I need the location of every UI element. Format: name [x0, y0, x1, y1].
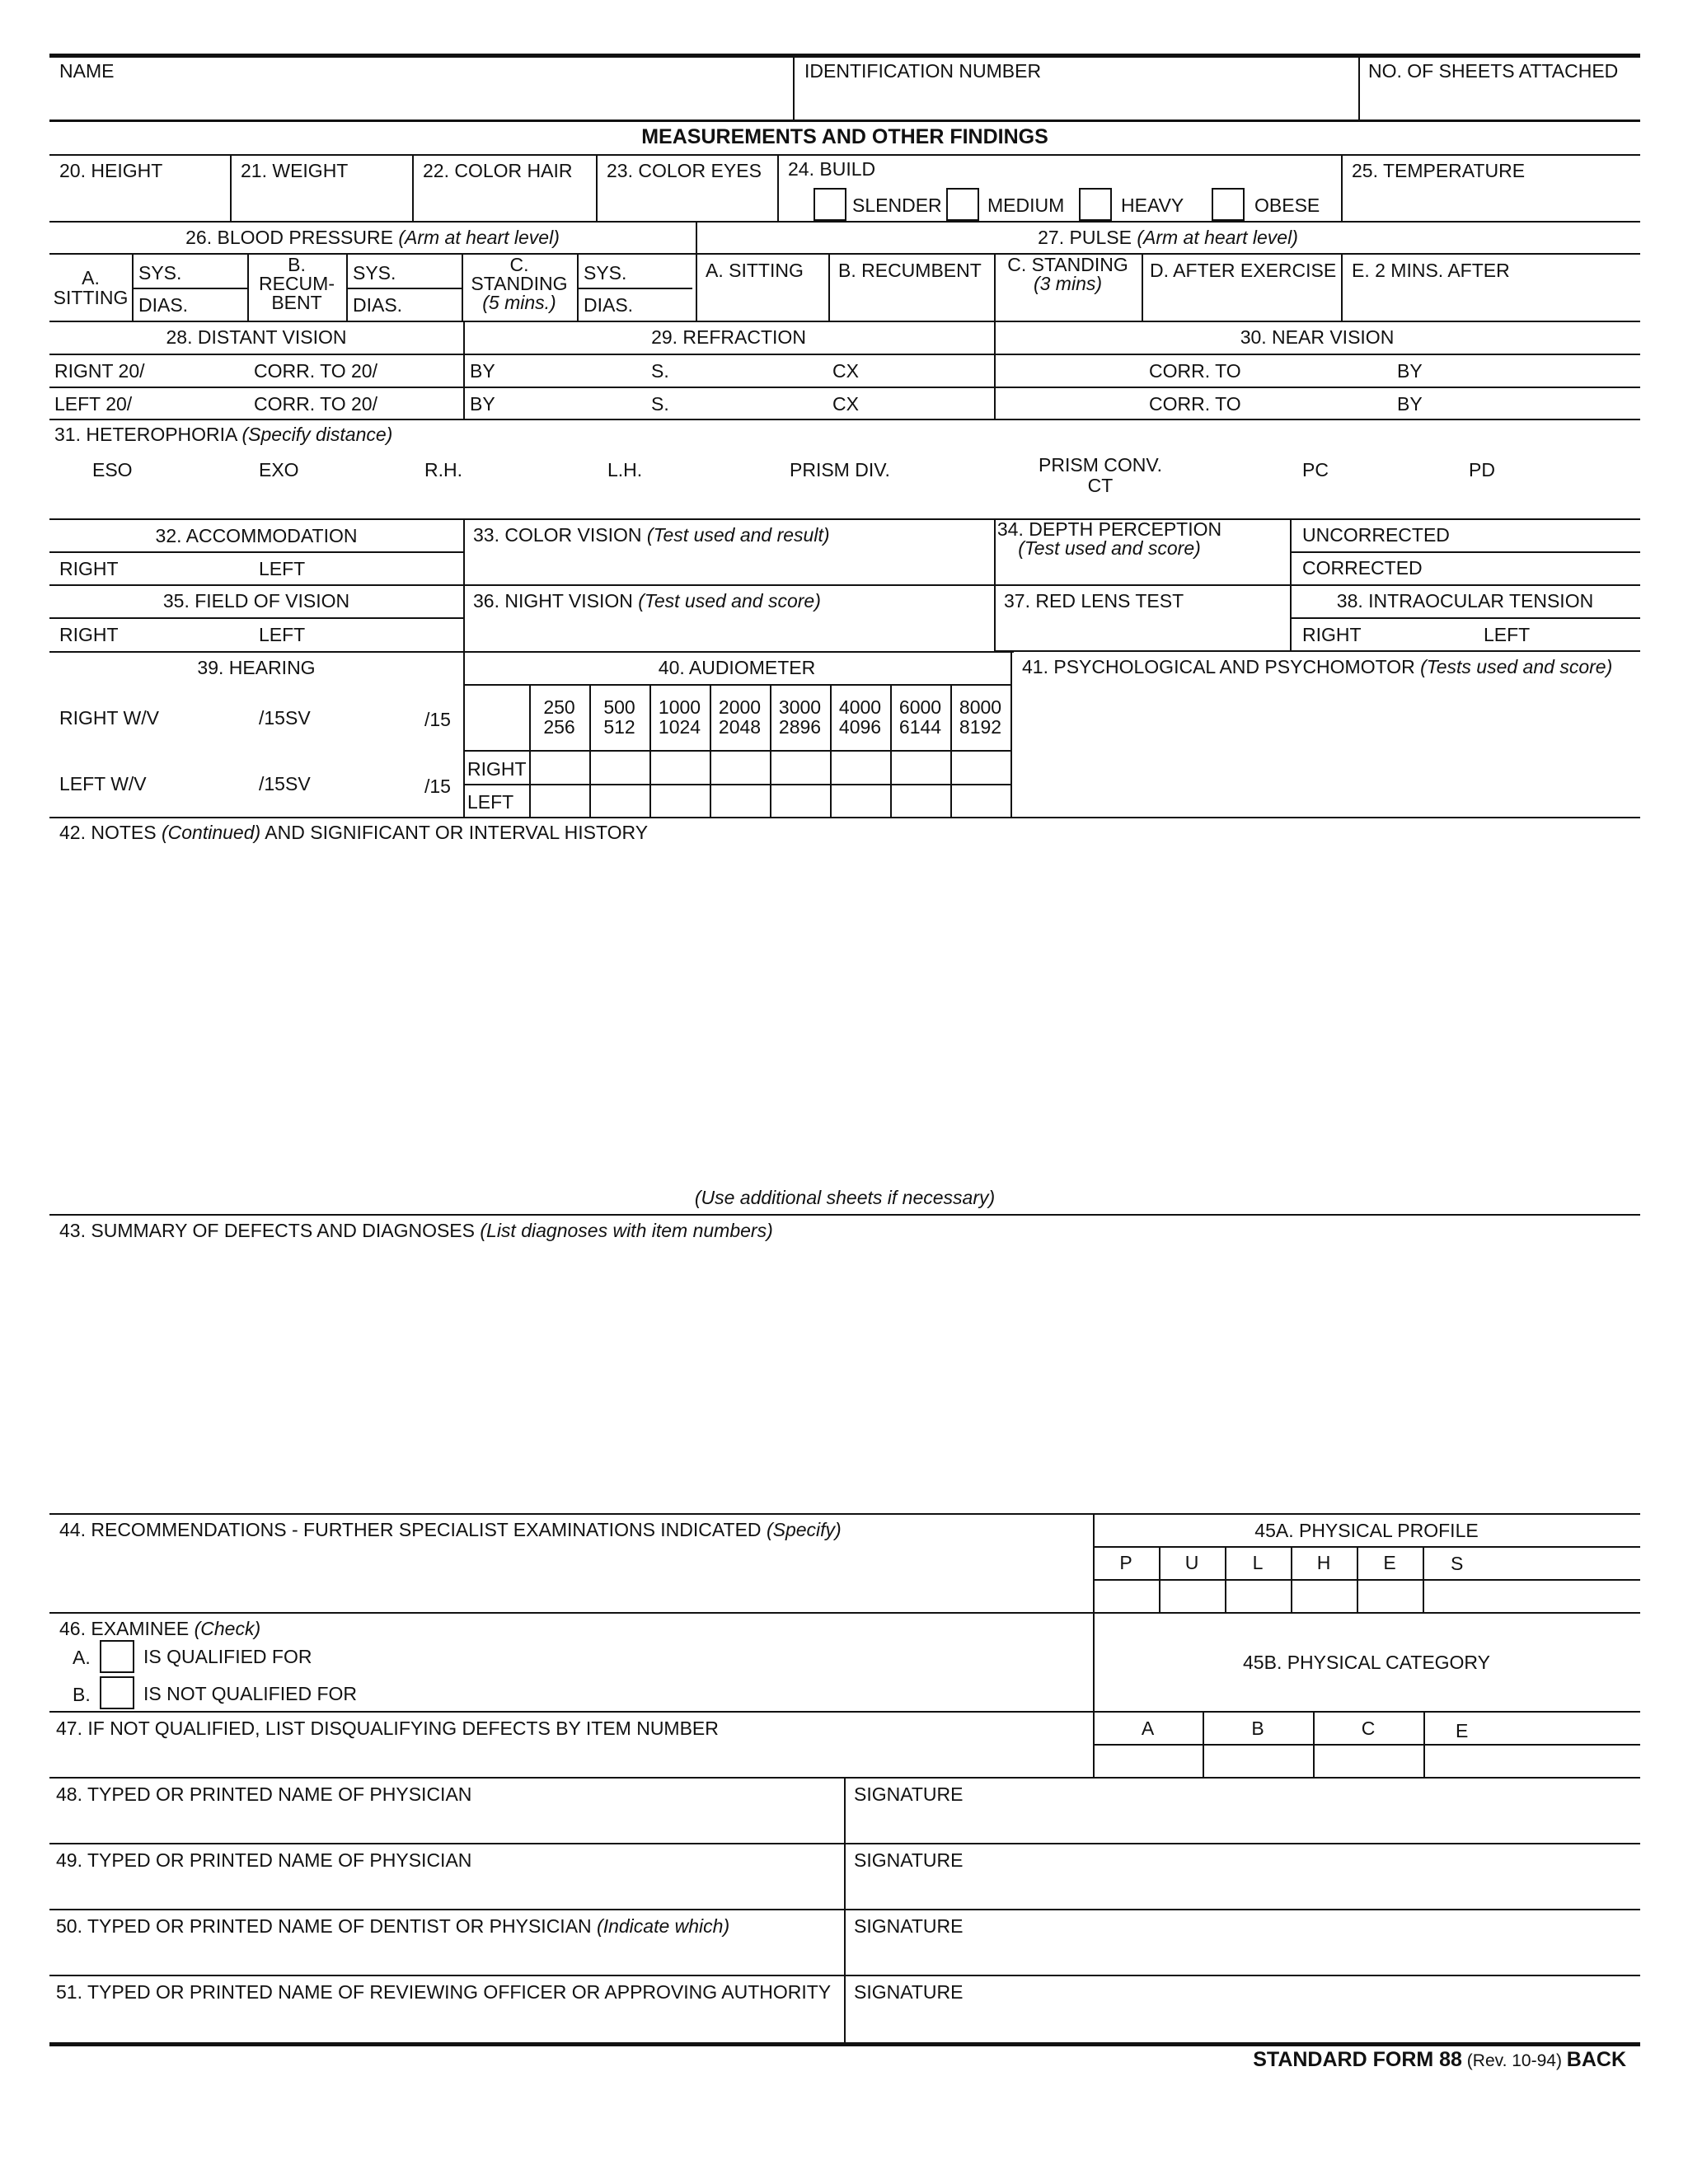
reviewing-officer-51-label: 51. TYPED OR PRINTED NAME OF REVIEWING OFFICER OR APPROVING AUTHORITY: [56, 1981, 832, 2003]
field-left-label: LEFT: [259, 624, 306, 645]
qualified-checkbox[interactable]: [100, 1640, 134, 1673]
bp-sitting-label: A. SITTING: [53, 267, 129, 309]
profile-col-h: H: [1316, 1552, 1331, 1573]
build-medium-label: MEDIUM: [987, 194, 1065, 216]
bp-standing-sys-label: SYS.: [584, 262, 627, 284]
dentist-or-physician-50-label: 50. TYPED OR PRINTED NAME OF DENTIST OR PHYSICIAN (Indicate which): [56, 1915, 730, 1937]
examinee-b-label: B.: [73, 1684, 91, 1705]
category-col-a: A: [1141, 1718, 1155, 1739]
category-col-e: E: [1456, 1720, 1469, 1741]
pulse-after-exercise-label: D. AFTER EXERCISE: [1150, 260, 1337, 281]
category-col-b: B: [1251, 1718, 1264, 1739]
left-refraction-cx-label: CX: [832, 393, 859, 415]
heterophoria-pd-label: PD: [1469, 459, 1495, 480]
left-near-by-label: BY: [1397, 393, 1423, 415]
id-number-field[interactable]: [796, 82, 1355, 117]
color-eyes-label: 23. COLOR EYES: [607, 160, 762, 181]
build-obese-label: OBESE: [1254, 194, 1320, 216]
heterophoria-rh-label: R.H.: [424, 459, 462, 480]
hearing-left-sv-label: /15SV: [259, 773, 311, 794]
left-corr-20-label: CORR. TO 20/: [254, 393, 377, 415]
signature-49-label: SIGNATURE: [854, 1849, 964, 1871]
build-obese-checkbox[interactable]: [1212, 188, 1245, 221]
sheets-attached-field[interactable]: [1362, 82, 1639, 117]
build-slender-label: SLENDER: [852, 194, 942, 216]
not-qualified-checkbox[interactable]: [100, 1676, 134, 1709]
left-near-corr-label: CORR. TO: [1149, 393, 1241, 415]
right-20-label: RIGNT 20/: [54, 360, 145, 382]
name-field[interactable]: [51, 82, 790, 117]
bp-recumbent-dias-label: DIAS.: [353, 294, 403, 316]
profile-col-e: E: [1383, 1552, 1396, 1573]
distant-vision-title: 28. DISTANT VISION: [166, 326, 347, 348]
heterophoria-lh-label: L.H.: [607, 459, 643, 480]
pulse-standing-label: C. STANDING (3 mins): [1007, 254, 1128, 294]
left-refraction-by-label: BY: [470, 393, 495, 415]
field-right-label: RIGHT: [59, 624, 119, 645]
near-vision-title: 30. NEAR VISION: [1240, 326, 1395, 348]
heterophoria-exo-label: EXO: [259, 459, 299, 480]
audiometer-right-label: RIGHT: [467, 758, 527, 780]
form-footer: STANDARD FORM 88 (Rev. 10-94) BACK: [1253, 2048, 1626, 2071]
build-label: 24. BUILD: [788, 158, 876, 180]
physical-profile-title: 45A. PHYSICAL PROFILE: [1254, 1520, 1479, 1541]
audiometer-freq: 500 512: [603, 696, 635, 738]
profile-col-u: U: [1184, 1552, 1199, 1573]
bp-recumbent-sys-label: SYS.: [353, 262, 396, 284]
notes-footer: (Use additional sheets if necessary): [694, 1187, 996, 1208]
recommendations-title: 44. RECOMMENDATIONS - FURTHER SPECIALIST EXAMINATIONS INDICATED (Specify): [59, 1519, 842, 1540]
physician-48-label: 48. TYPED OR PRINTED NAME OF PHYSICIAN: [56, 1783, 472, 1805]
examinee-a-label: A.: [73, 1647, 91, 1668]
hearing-right-sv-label: /15SV: [259, 707, 311, 729]
section-title: MEASUREMENTS AND OTHER FINDINGS: [641, 125, 1048, 148]
sheets-attached-label: NO. OF SHEETS ATTACHED: [1368, 60, 1619, 82]
intraocular-tension-title: 38. INTRAOCULAR TENSION: [1336, 590, 1594, 612]
notes-title: 42. NOTES (Continued) AND SIGNIFICANT OR INTERVAL HISTORY: [59, 822, 649, 843]
profile-col-p: P: [1119, 1552, 1132, 1573]
audiometer-freq: 250 256: [543, 696, 575, 738]
heterophoria-prism-conv-label: PRISM CONV. CT: [1039, 454, 1162, 497]
left-20-label: LEFT 20/: [54, 393, 133, 415]
bp-sitting-sys-label: SYS.: [138, 262, 182, 284]
right-near-corr-label: CORR. TO: [1149, 360, 1241, 382]
hearing-left-15-label: /15: [424, 776, 451, 797]
physician-49-label: 49. TYPED OR PRINTED NAME OF PHYSICIAN: [56, 1849, 472, 1871]
hearing-right-wv-label: RIGHT W/V: [59, 707, 159, 729]
depth-uncorrected-label: UNCORRECTED: [1302, 524, 1450, 546]
pulse-title: 27. PULSE (Arm at heart level): [1038, 227, 1298, 248]
accommodation-left-label: LEFT: [259, 558, 306, 579]
signature-51-label: SIGNATURE: [854, 1981, 964, 2003]
pulse-recumbent-label: B. RECUMBENT: [838, 260, 982, 281]
pulse-sitting-label: A. SITTING: [706, 260, 804, 281]
signature-48-label: SIGNATURE: [854, 1783, 964, 1805]
not-qualified-label: IS NOT QUALIFIED FOR: [143, 1683, 357, 1704]
audiometer-freq: 2000 2048: [718, 696, 762, 738]
hearing-left-wv-label: LEFT W/V: [59, 773, 147, 794]
audiometer-freq: 4000 4096: [838, 696, 882, 738]
right-near-by-label: BY: [1397, 360, 1423, 382]
build-heavy-label: HEAVY: [1121, 194, 1184, 216]
heterophoria-title: 31. HETEROPHORIA (Specify distance): [54, 424, 393, 445]
right-corr-20-label: CORR. TO 20/: [254, 360, 377, 382]
left-refraction-s-label: S.: [651, 393, 669, 415]
heterophoria-eso-label: ESO: [92, 459, 133, 480]
build-slender-checkbox[interactable]: [814, 188, 846, 221]
weight-label: 21. WEIGHT: [241, 160, 349, 181]
intraocular-left-label: LEFT: [1484, 624, 1531, 645]
profile-col-l: L: [1252, 1552, 1264, 1573]
bp-standing-dias-label: DIAS.: [584, 294, 634, 316]
audiometer-freq: 6000 6144: [898, 696, 942, 738]
audiometer-title: 40. AUDIOMETER: [658, 657, 816, 678]
temperature-label: 25. TEMPERATURE: [1352, 160, 1526, 181]
intraocular-right-label: RIGHT: [1302, 624, 1362, 645]
refraction-title: 29. REFRACTION: [651, 326, 806, 348]
audiometer-freq: 8000 8192: [959, 696, 1002, 738]
heterophoria-pc-label: PC: [1302, 459, 1329, 480]
qualified-label: IS QUALIFIED FOR: [143, 1646, 312, 1667]
red-lens-test-title: 37. RED LENS TEST: [1004, 590, 1184, 612]
right-refraction-by-label: BY: [470, 360, 495, 382]
id-number-label: IDENTIFICATION NUMBER: [804, 60, 1042, 82]
accommodation-title: 32. ACCOMMODATION: [155, 525, 358, 546]
build-heavy-checkbox[interactable]: [1079, 188, 1112, 221]
hearing-right-15-label: /15: [424, 709, 451, 730]
color-hair-label: 22. COLOR HAIR: [423, 160, 573, 181]
depth-corrected-label: CORRECTED: [1302, 557, 1423, 579]
right-refraction-cx-label: CX: [832, 360, 859, 382]
depth-perception-title: 34. DEPTH PERCEPTION (Test used and score): [996, 518, 1222, 559]
audiometer-freq: 3000 2896: [778, 696, 822, 738]
bp-standing-label: C. STANDING (5 mins.): [471, 254, 568, 313]
build-medium-checkbox[interactable]: [946, 188, 979, 221]
summary-field[interactable]: [51, 1244, 1639, 1508]
field-of-vision-title: 35. FIELD OF VISION: [162, 590, 350, 612]
pulse-two-mins-label: E. 2 MINS. AFTER: [1352, 260, 1510, 281]
heterophoria-prism-div-label: PRISM DIV.: [790, 459, 890, 480]
notes-field[interactable]: [51, 845, 1639, 1183]
accommodation-right-label: RIGHT: [59, 558, 119, 579]
physical-category-title: 45B. PHYSICAL CATEGORY: [1243, 1652, 1490, 1673]
audiometer-freq: 1000 1024: [658, 696, 701, 738]
profile-col-s: S: [1451, 1553, 1464, 1574]
right-refraction-s-label: S.: [651, 360, 669, 382]
examinee-title: 46. EXAMINEE (Check): [59, 1618, 261, 1639]
hearing-title: 39. HEARING: [197, 657, 316, 678]
category-col-c: C: [1361, 1718, 1376, 1739]
blood-pressure-title: 26. BLOOD PRESSURE (Arm at heart level): [185, 227, 560, 248]
name-label: NAME: [59, 60, 115, 82]
bp-recumbent-label: B. RECUM- BENT: [259, 254, 335, 313]
height-label: 20. HEIGHT: [59, 160, 163, 181]
color-vision-title: 33. COLOR VISION (Test used and result): [473, 524, 830, 546]
signature-50-label: SIGNATURE: [854, 1915, 964, 1937]
psych-title: 41. PSYCHOLOGICAL AND PSYCHOMOTOR (Tests used and score): [1022, 656, 1613, 677]
summary-title: 43. SUMMARY OF DEFECTS AND DIAGNOSES (List diagnoses with item numbers): [59, 1220, 773, 1241]
disqualifying-defects-title: 47. IF NOT QUALIFIED, LIST DISQUALIFYING DEFECTS BY ITEM NUMBER: [56, 1718, 719, 1739]
audiometer-left-label: LEFT: [467, 791, 514, 813]
bp-sitting-dias-label: DIAS.: [138, 294, 189, 316]
night-vision-title: 36. NIGHT VISION (Test used and score): [473, 590, 821, 612]
